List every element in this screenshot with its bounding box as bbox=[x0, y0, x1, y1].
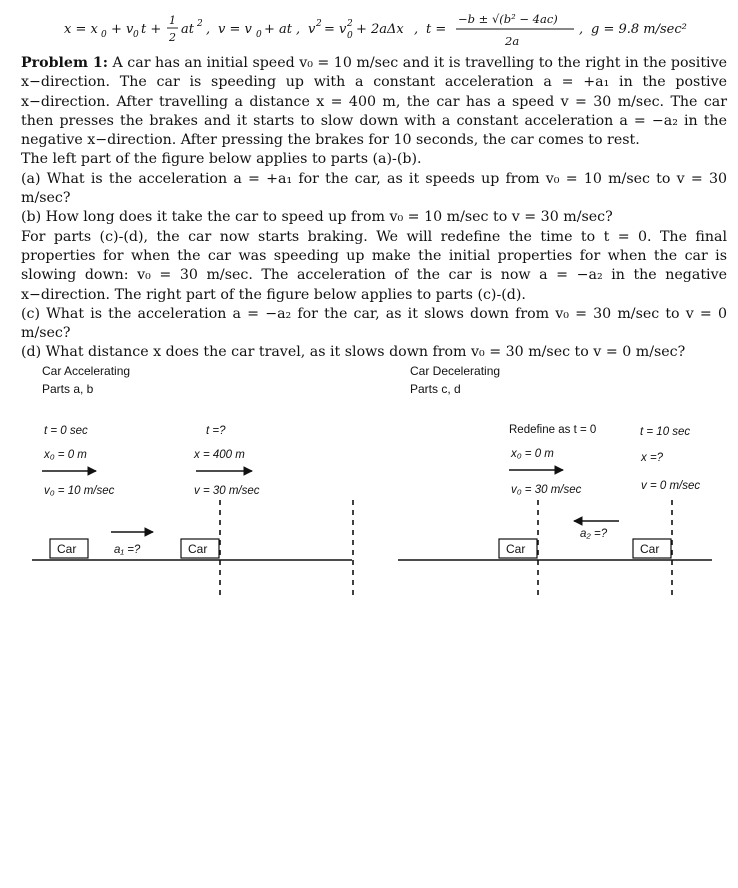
formula-at2: at bbox=[181, 22, 194, 37]
formula-sub-0c: 0 bbox=[256, 30, 262, 40]
right-title: Car Decelerating bbox=[410, 364, 501, 378]
formula-sup-2c: 2 bbox=[347, 19, 353, 29]
question-a: (a) What is the acceleration a = +a₁ for the car, as it speeds up from v₀ = 10 m/sec to v = 30 m/sec? bbox=[21, 170, 727, 207]
left-car-start-label: Car bbox=[57, 542, 77, 556]
formula-sub-0a: 0 bbox=[101, 30, 107, 40]
formula-half-num: 1 bbox=[169, 14, 176, 27]
formula-velocity-rhs: + at bbox=[264, 22, 292, 37]
formula-vsq-rhs: + 2aΔx bbox=[356, 22, 404, 37]
formula-position-v: + v bbox=[111, 22, 134, 37]
formula-sup-2b: 2 bbox=[316, 19, 322, 29]
left-subtitle: Parts a, b bbox=[42, 382, 94, 396]
right-accel-label: a₂ =? bbox=[580, 528, 608, 540]
question-c: (c) What is the acceleration a = −a₂ for the car, as it slows down from v₀ = 30 m/sec to v = 0 m/sec? bbox=[21, 305, 727, 342]
right-car-start-label: Car bbox=[506, 542, 526, 556]
left-car-end-label: Car bbox=[188, 542, 208, 556]
left-panel bbox=[32, 364, 353, 595]
right-initial-position: x₀ = 0 m bbox=[511, 448, 554, 460]
problem-transition: For parts (c)-(d), the car now starts braking. We will redefine the time to t = 0. The final properties for when the car was speeding up make the initial properties for when the car is slowing down: v₀ = 30 m/sec. The acceleration of the car is now a = −a₂ in the negative x−direction. The right part of the figure below applies to parts (c)-(d). bbox=[21, 228, 727, 303]
problem-intro-text: A car has an initial speed v₀ = 10 m/sec and it is travelling to the right in the positive x−direction. The car is speeding up with a constant acceleration a = +a₁ in the postive x−direction. After travelling a distance x = 400 m, the car has a speed v = 30 m/sec. The car then presses the brakes and it starts to slow down with a constant acceleration a = −a₂ in the negative x−direction. After pressing the brakes for 10 seconds, the car comes to rest. bbox=[21, 55, 727, 149]
problem-intro bbox=[21, 54, 727, 150]
right-initial-velocity: v₀ = 30 m/sec bbox=[511, 484, 582, 496]
formula-gravity: g = 9.8 m/sec² bbox=[591, 22, 687, 37]
right-subtitle: Parts c, d bbox=[410, 382, 461, 396]
problem-left-note: The left part of the figure below applies to parts (a)-(b). bbox=[21, 151, 422, 168]
left-title: Car Accelerating bbox=[42, 364, 131, 378]
problem-lead: Problem 1: bbox=[21, 55, 109, 71]
question-b: (b) How long does it take the car to speed up from v₀ = 10 m/sec to v = 30 m/sec? bbox=[21, 209, 613, 226]
motion-diagram bbox=[0, 355, 738, 615]
left-initial-velocity: v₀ = 10 m/sec bbox=[44, 485, 115, 497]
formula-quadratic-den: 2a bbox=[505, 34, 520, 48]
formula-vsq-eq: = v bbox=[324, 22, 347, 37]
formula-sep-4: , bbox=[579, 22, 584, 37]
formula-sep-3: , bbox=[414, 22, 419, 37]
left-final-velocity: v = 30 m/sec bbox=[194, 485, 260, 497]
formula-half-den: 2 bbox=[169, 31, 176, 44]
formula-sup-2a: 2 bbox=[197, 19, 203, 29]
formula-sep-2: , bbox=[296, 22, 301, 37]
formula-quadratic-num: −b ± √(b² − 4ac) bbox=[458, 12, 558, 26]
left-accel-label: a₁ =? bbox=[114, 544, 141, 556]
formula-velocity-lhs: v = v bbox=[218, 22, 252, 37]
left-final-time: t =? bbox=[206, 425, 226, 437]
formula-position-lhs: x = x bbox=[64, 22, 98, 37]
problem-text bbox=[21, 54, 727, 363]
right-final-position: x =? bbox=[641, 452, 664, 464]
right-final-time: t = 10 sec bbox=[640, 426, 691, 438]
right-panel bbox=[398, 364, 712, 595]
right-initial-time: Redefine as t = 0 bbox=[509, 424, 597, 436]
question-d: (d) What distance x does the car travel, as it slows down from v₀ = 30 m/sec to v = 0 m/sec? bbox=[21, 344, 686, 361]
formula-time-lhs: t = bbox=[426, 22, 447, 37]
formula-position-t: t + bbox=[141, 22, 162, 37]
formula-sub-0d: 0 bbox=[347, 31, 353, 41]
formula-sep-1: , bbox=[206, 22, 211, 37]
left-initial-time: t = 0 sec bbox=[44, 425, 88, 437]
formula-sub-0b: 0 bbox=[133, 30, 139, 40]
right-car-end-label: Car bbox=[640, 542, 660, 556]
right-final-velocity: v = 0 m/sec bbox=[641, 480, 701, 492]
formula-vsq-lhs: v bbox=[308, 22, 316, 37]
formula-line bbox=[0, 4, 738, 50]
left-final-position: x = 400 m bbox=[194, 449, 245, 461]
left-initial-position: x₀ = 0 m bbox=[44, 449, 87, 461]
